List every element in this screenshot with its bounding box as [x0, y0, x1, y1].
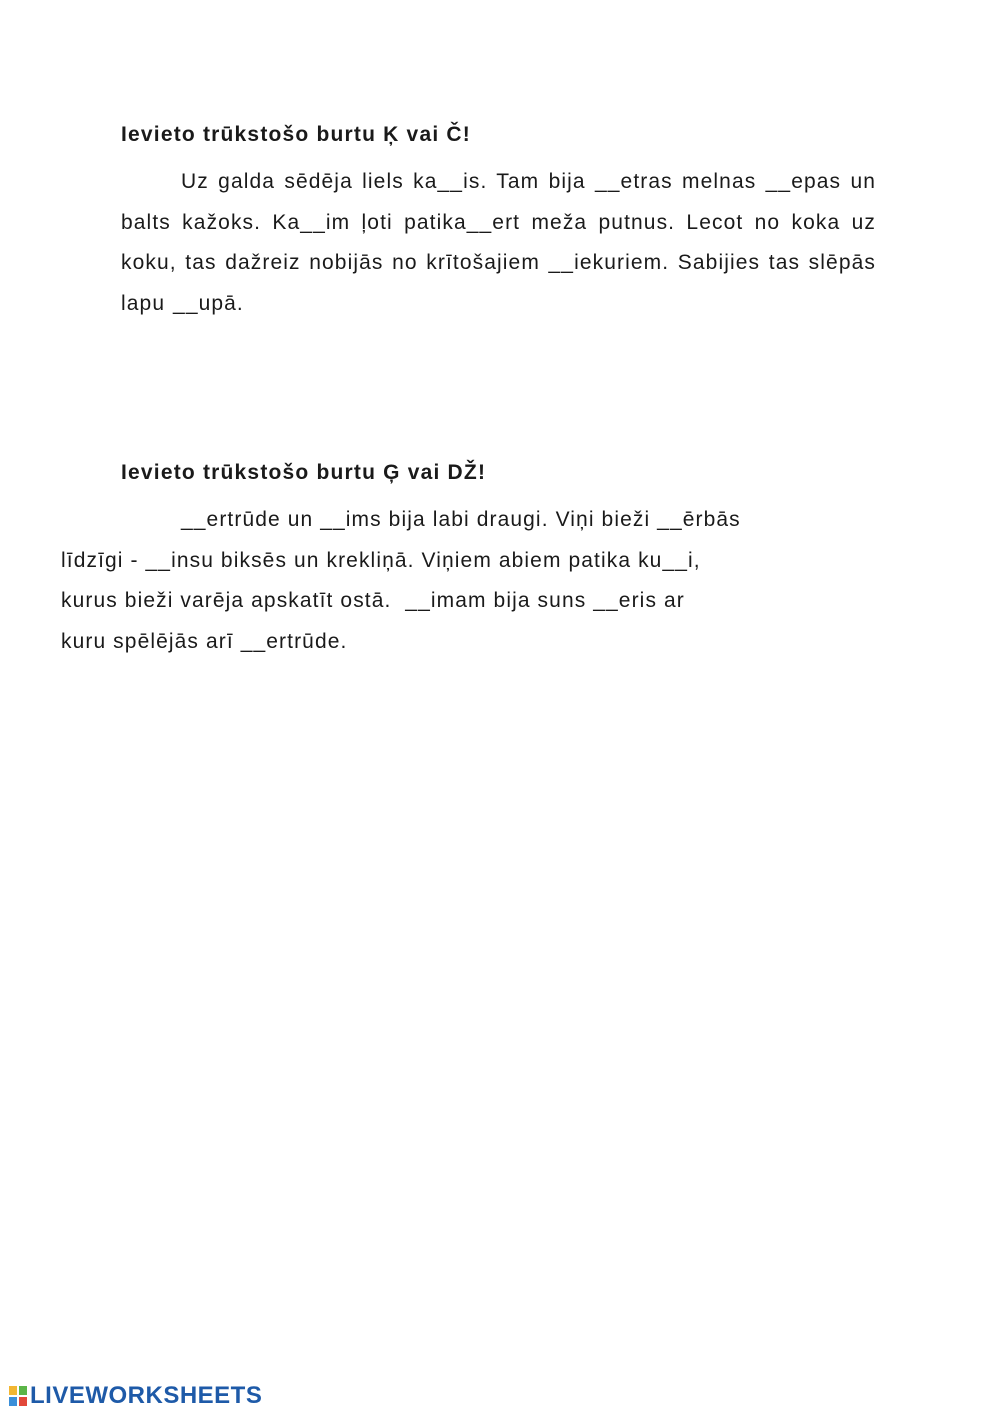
exercise-1 [121, 120, 876, 324]
exercise-2-line: kurus bieži varēja apskatīt ostā. __imam bija suns __eris ar [61, 589, 685, 612]
exercise-2 [61, 458, 876, 662]
exercise-2-text [61, 500, 851, 662]
exercise-2-line: kuru spēlējās arī __ertrūde. [61, 629, 348, 653]
logo-text: LIVEWORKSHEETS [30, 1382, 263, 1409]
exercise-2-line: __ertrūde un __ims bija labi draugi. Viņi bieži __ērbās [181, 508, 741, 531]
footer-logo [8, 1381, 262, 1411]
exercise-1-title: Ievieto trūkstošo burtu Ķ vai Č! [121, 123, 471, 146]
liveworksheets-logo-icon [8, 1385, 28, 1407]
exercise-2-line: līdzīgi - __insu biksēs un krekliņā. Viņiem abiem patika ku__i, [61, 548, 701, 572]
exercise-2-title: Ievieto trūkstošo burtu Ģ vai DŽ! [121, 461, 487, 484]
exercise-1-text: Uz galda sēdēja liels ka__is. Tam bija __etras melnas __epas un balts kažoks. Ka__im ļoti patika__ert meža putnus. Lecot no koka uz koku, tas dažreiz nobijās no krītošajiem __iekuriem. Sabijies tas slēpās lapu __upā. [121, 170, 876, 315]
